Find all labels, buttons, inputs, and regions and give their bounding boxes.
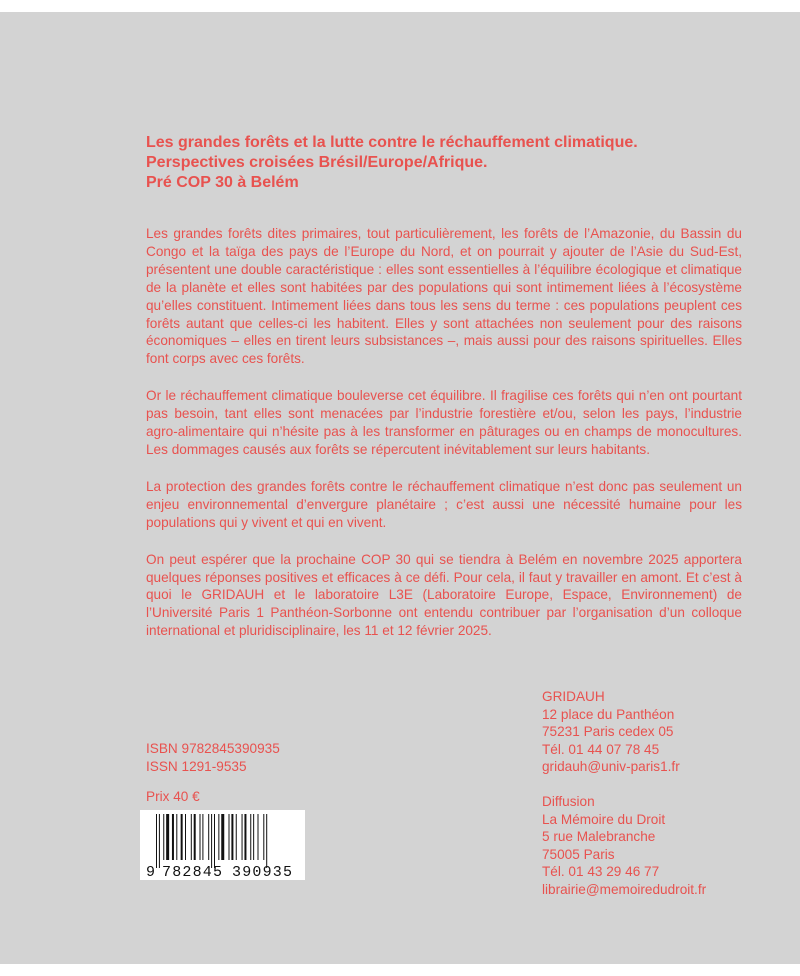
paragraph: Les grandes forêts dites primaires, tout particulièrement, les forêts de l’Amazonie, du Bassin du Congo et la taïga des pays de l’Europe du Nord, et on pourrait y ajouter de l’Asie du Sud-Est, présentent une double caractéristique : elles sont essentielles à l’équilibre écologique et climatique de la planète et elles sont habitées par des populations qui sont intimement liées à l’écosystème qu’elles constituent. Intimement liées dans tous les sens du terme : ces populations peuplent ces forêts autant que celles-ci les habitent. Elles y sont attachées non seulement pour des raisons économiques – elles en tirent leurs subsistances –, mais aussi pour des raisons spirituelles. Elles font corps avec ces forêts. bbox=[146, 226, 742, 367]
barcode-bar bbox=[221, 814, 224, 860]
distributor-name: La Mémoire du Droit bbox=[542, 811, 666, 827]
barcode-bar bbox=[231, 814, 233, 860]
publisher-address-2: 75231 Paris cedex 05 bbox=[542, 724, 674, 740]
title-line-2: Perspectives croisées Brésil/Europe/Afrique. bbox=[146, 154, 488, 171]
distribution-label: Diffusion bbox=[542, 793, 595, 809]
distributor-email: librairie@memoiredudroit.fr bbox=[542, 881, 707, 897]
barcode-bar bbox=[176, 814, 177, 860]
publisher-address-1: 12 place du Panthéon bbox=[542, 706, 675, 722]
distributor-address-2: 75005 Paris bbox=[542, 846, 615, 862]
barcode-bar bbox=[218, 814, 219, 860]
barcode-bar bbox=[263, 814, 264, 860]
barcode-bar bbox=[242, 814, 243, 860]
barcode-bar bbox=[172, 814, 174, 860]
barcode bbox=[140, 810, 305, 880]
barcode-bar bbox=[200, 814, 201, 860]
summary-text bbox=[146, 225, 742, 659]
barcode-bar bbox=[185, 814, 186, 860]
publisher-info bbox=[542, 688, 706, 899]
distributor-address-1: 5 rue Malebranche bbox=[542, 829, 656, 845]
barcode-digit-first: 9 bbox=[146, 864, 156, 880]
title-line-1: Les grandes forêts et la lutte contre le réchauffement climatique. bbox=[146, 134, 638, 151]
barcode-bar bbox=[214, 814, 215, 868]
barcode-bar bbox=[208, 814, 209, 860]
barcode-bar bbox=[250, 814, 251, 860]
paragraph: Or le réchauffement climatique bouleverse cet équilibre. Il fragilise ces forêts qui n’en ont pourtant pas besoin, tant elles sont menacées par l’industrie forestière et/ou, selon les pays, l’industrie agro-alimentaire qui n’hésite pas à les transformer en pâturages ou en champs de monocultures. Les dommages causés aux forêts se répercutent inévitablement sur leurs habitants. bbox=[146, 388, 742, 457]
price: Prix 40 € bbox=[146, 789, 200, 804]
book-title bbox=[146, 133, 706, 193]
barcode-bar bbox=[159, 814, 160, 868]
barcode-bars bbox=[156, 814, 267, 868]
issn: ISSN 1291-9535 bbox=[146, 758, 247, 774]
barcode-bar bbox=[191, 814, 192, 860]
barcode-bar bbox=[181, 814, 183, 860]
publisher-email: gridauh@univ-paris1.fr bbox=[542, 759, 680, 775]
barcode-bar bbox=[229, 814, 230, 860]
back-cover bbox=[0, 12, 800, 964]
spacer bbox=[542, 776, 706, 793]
barcode-bar bbox=[236, 814, 237, 860]
barcode-bar bbox=[244, 814, 246, 860]
paragraph: La protection des grandes forêts contre le réchauffement climatique n’est donc pas seulement un enjeu environnemental d’envergure planétaire ; c’est aussi une nécessité humaine pour les populations qui y vivent et qui en vivent. bbox=[146, 478, 742, 530]
title-line-3: Pré COP 30 à Belém bbox=[146, 174, 299, 191]
barcode-bar bbox=[166, 814, 169, 860]
barcode-bar bbox=[194, 814, 196, 860]
barcode-bar bbox=[258, 814, 259, 860]
publisher-name: GRIDAUH bbox=[542, 689, 605, 704]
barcode-group-2: 390935 bbox=[232, 864, 292, 880]
barcode-graphic bbox=[140, 810, 305, 880]
paragraph: On peut espérer que la prochaine COP 30 qui se tiendra à Belém en novembre 2025 apportera quelques réponses positives et efficaces à ce défi. Pour cela, il faut y travailler en amont. Et c’est à quoi le GRIDAUH et le laboratoire L3E (Laboratoire Europe, Espace, Environnement) de l’Université Paris 1 Panthéon-Sorbonne ont entendu contribuer par l’organisation d’un colloque international et pluridisciplinaire, les 11 et 12 février 2025. bbox=[146, 551, 742, 639]
barcode-bar bbox=[266, 814, 267, 868]
barcode-bar bbox=[163, 814, 164, 860]
identifiers bbox=[146, 740, 280, 775]
distributor-phone: Tél. 01 43 29 46 77 bbox=[542, 864, 660, 880]
barcode-bar bbox=[211, 814, 212, 868]
barcode-bar bbox=[156, 814, 157, 868]
barcode-bar bbox=[253, 814, 254, 860]
isbn: ISBN 9782845390935 bbox=[146, 741, 280, 756]
barcode-bar bbox=[202, 814, 203, 860]
publisher-phone: Tél. 01 44 07 78 45 bbox=[542, 741, 660, 757]
barcode-group-1: 782845 bbox=[162, 864, 222, 880]
